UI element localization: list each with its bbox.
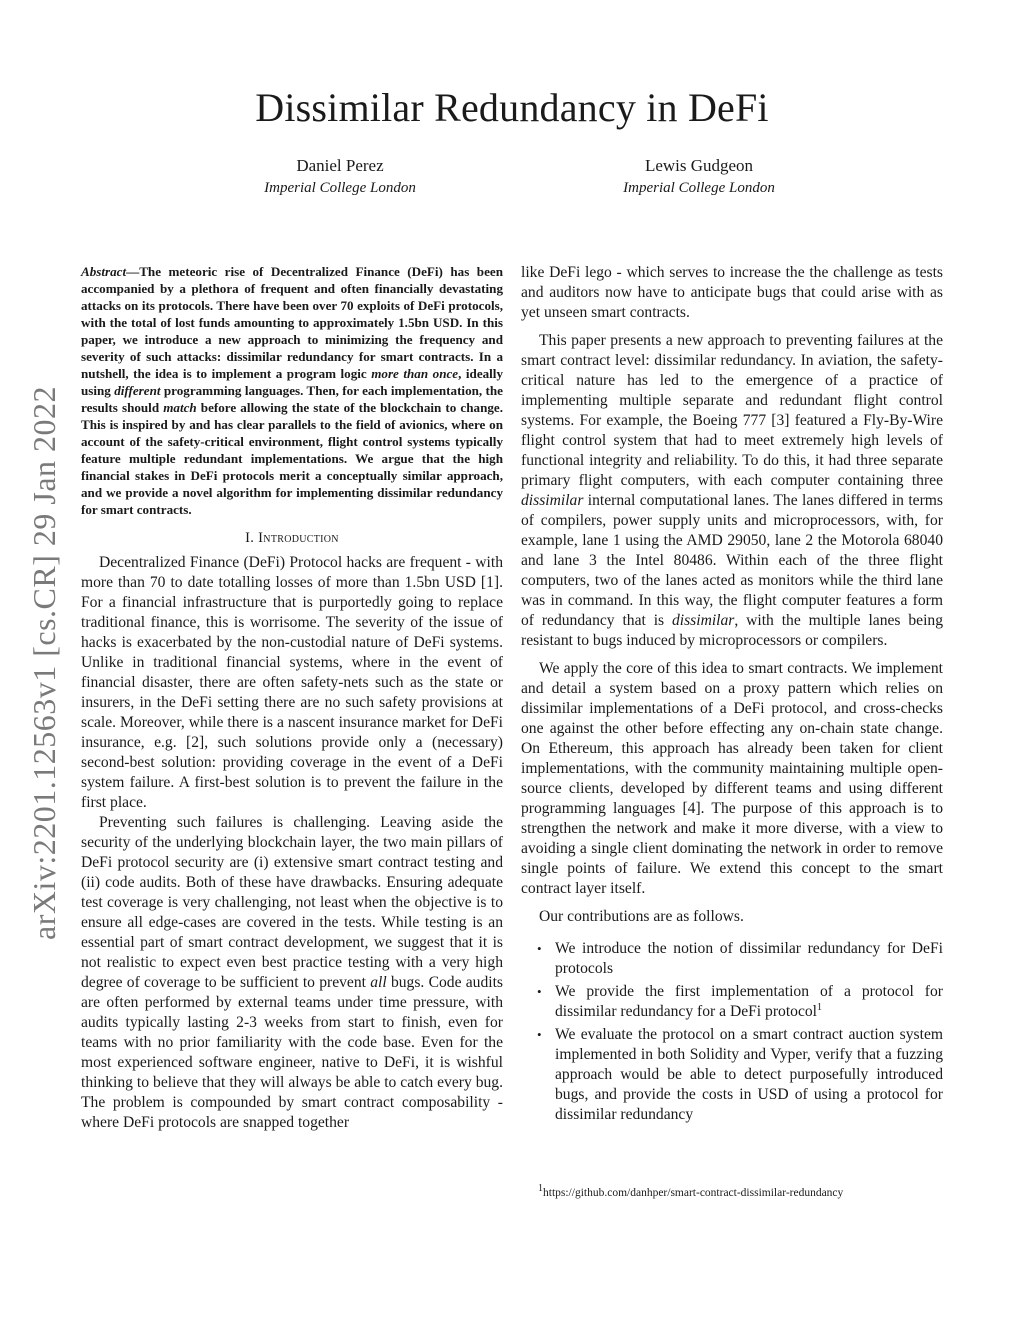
intro-paragraph	[521, 331, 943, 651]
abstract-text: programming languages. Then, for each implementation, the results should	[81, 383, 503, 415]
abstract-dash: —	[126, 264, 140, 279]
paper-title: Dissimilar Redundancy in DeFi	[255, 85, 769, 130]
list-item	[521, 1025, 943, 1125]
paragraph-emphasis: all	[370, 974, 387, 991]
abstract	[81, 263, 503, 518]
intro-paragraph: like DeFi lego - which serves to increase the the challenge as tests and auditors now have to anticipate bugs that could arise with as yet unseen smart contracts.	[521, 264, 943, 321]
paragraph-emphasis: dissimilar	[671, 612, 735, 629]
author-block-2	[549, 155, 849, 199]
paragraph-emphasis: dissimilar	[521, 492, 584, 509]
bullet-icon: •	[537, 1027, 542, 1042]
intro-paragraph: Our contributions are as follows.	[539, 908, 744, 925]
abstract-text: The meteoric rise of Decentralized Finance (DeFi) has been accompanied by a plethora of frequent and often financially devastating attacks on its protocols. There have been over 70 exploits of DeFi protocols, with the total of lost funds amounting to approximately 1.5bn USD. In this paper, we introduce a new approach to minimizing the frequency and severity of such attacks: dissimilar redundancy for smart contracts. In a nutshell, the idea is to implement a program logic	[81, 264, 503, 381]
footnote-marker: 1	[817, 1001, 822, 1013]
footnote-link[interactable]: https://github.com/danhper/smart-contract-dissimilar-redundancy	[543, 1187, 844, 1199]
bullet-icon: •	[537, 984, 542, 999]
abstract-emphasis: more than once	[371, 366, 459, 381]
paragraph-text: , with the multiple lanes being resistant to bugs induced by microprocessors or compilers.	[521, 612, 944, 649]
right-column	[521, 263, 943, 1128]
abstract-text: , ideally using	[81, 366, 503, 398]
abstract-emphasis: different	[114, 383, 161, 398]
list-item-text: We provide the first implementation of a protocol for dissimilar redundancy for a DeFi protocol	[555, 983, 943, 1020]
list-item	[521, 939, 943, 979]
author-affiliation: Imperial College London	[623, 180, 775, 196]
section-numeral: I.	[245, 530, 255, 546]
intro-paragraph: We apply the core of this idea to smart contracts. We implement and detail a system based on a proxy pattern which relies on dissimilar implementations of a DeFi protocol, and cross-checks one against the other before effecting any on-chain state change. On Ethereum, this approach has already been taken for client implementations, with the community maintaining multiple open-source clients, developed by different teams and using different programming languages [4]. The purpose of this approach is to strengthen the network and make it more diverse, with a view to avoiding a single client dominating the network in order to remove single points of failure. We extend this concept to the smart contract layer itself.	[521, 660, 943, 897]
author-affiliation: Imperial College London	[264, 180, 416, 196]
author-block-1	[190, 155, 490, 199]
paragraph-text: internal computational lanes. The lanes differed in terms of compilers, power supply units and microprocessors, with, for example, lane 1 using the AMD 29050, lane 2 the Motorola 68040 and lane 3 the Intel 80486. Within each of the three flight computers, two of the lanes acted as monitors while the third lane was in command. In this way, the flight computer features a form of redundancy that is	[521, 492, 943, 629]
intro-paragraph	[81, 813, 503, 1133]
list-item-text: We introduce the notion of dissimilar redundancy for DeFi protocols	[555, 940, 943, 977]
paragraph-text: This paper presents a new approach to preventing failures at the smart contract level: dissimilar redundancy. In aviation, the safety-critical nature has led to the emergence of a practice of implementing multiple separate and redundant flight control systems. For example, the Boeing 777 [3] featured a Fly-By-Wire flight control system that had to meet extremely high levels of functional integrity and reliability. To do this, it had three separate primary flight computers, with each computer containing three	[521, 332, 943, 489]
bullet-icon: •	[537, 941, 542, 956]
list-item-text: We evaluate the protocol on a smart contract auction system implemented in both Solidity and Vyper, verify that a fuzzing approach would be able to detect purposefully introduced bugs, and provide the costs in USD of using a protocol for dissimilar redundancy	[555, 1026, 943, 1123]
author-name: Daniel Perez	[296, 156, 384, 175]
intro-paragraph: Decentralized Finance (DeFi) Protocol hacks are frequent - with more than 70 to date totalling losses of more than 1.5bn USD [1]. For a financial infrastructure that is purportedly going to replace traditional finance, this is worrisome. The severity of the issue of hacks is exacerbated by the non-custodial nature of DeFi systems. Unlike in traditional financial systems, where in the event of financial disaster, there are often safety-nets such as the state or insurers, in the DeFi setting there are no such safety provisions at scale. Moreover, while there is a nascent insurance market for DeFi insurance, e.g. [2], such solutions provide only a (necessary) second-best solution: providing coverage in the event of a DeFi system failure. A first-best solution is to prevent the failure in the first place.	[81, 554, 503, 811]
paragraph-text: Preventing such failures is challenging. Leaving aside the security of the underlying blockchain layer, the two main pillars of DeFi protocol security are (i) extensive smart contract testing and (ii) code audits. Both of these have drawbacks. Ensuring adequate test coverage is very challenging, not least when the objective is to ensure all edge-cases are covered in the tests. While testing is an essential part of smart contract development, we suggest that it is not realistic to expect even best practice testing with a very high degree of coverage to be sufficient to prevent	[81, 814, 503, 991]
list-item	[521, 982, 943, 1022]
contributions-list	[521, 939, 943, 1125]
abstract-emphasis: match	[163, 400, 197, 415]
author-name: Lewis Gudgeon	[644, 156, 754, 175]
abstract-label: Abstract	[81, 264, 127, 279]
left-column	[81, 263, 503, 1133]
arxiv-identifier-stamp: arXiv:2201.12563v1 [cs.CR] 29 Jan 2022	[26, 385, 62, 940]
abstract-text: before allowing the state of the blockchain to change. This is inspired by and has clear parallels to the field of avionics, where on account of the safety-critical environment, flight control systems typically feature multiple redundant implementations. We argue that the high financial stakes in DeFi protocols merit a conceptually similar approach, and we provide a novel algorithm for implementing dissimilar redundancy for smart contracts.	[81, 400, 503, 517]
section-title: Introduction	[258, 530, 339, 546]
section-heading	[81, 530, 503, 547]
footnote-number: 1	[538, 1183, 543, 1195]
footnote	[538, 1183, 958, 1200]
paragraph-text: bugs. Code audits are often performed by external teams under time pressure, with audits typically lasting 2-3 weeks from start to finish, even for teams with no prior familiarity with the code base. Even for the most experienced software engineer, native to DeFi, it is wishful thinking to believe that they will always be able to catch every bug. The problem is compounded by smart contract composability - where DeFi protocols are snapped together	[81, 974, 504, 1131]
